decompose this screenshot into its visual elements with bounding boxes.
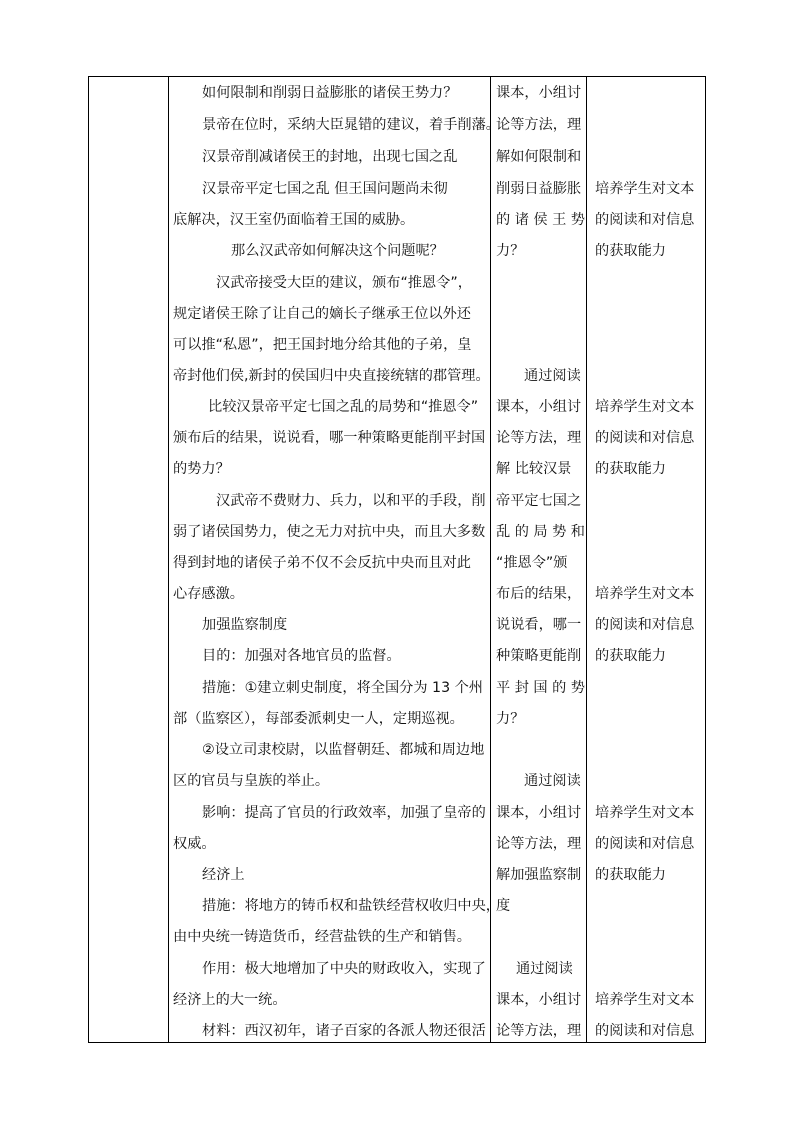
text-line: 的获取能力: [595, 867, 666, 883]
text-line: 课本，小组讨: [496, 399, 582, 415]
text-line: 景帝在位时，采纳大臣晁错的建议，着手削藩。: [202, 117, 500, 133]
text-line: 作用：极大地增加了中央的财政收入，实现了: [202, 961, 486, 977]
text-line: 权威。: [173, 836, 216, 852]
text-line: 颁布后的结果，说说看，哪一种策略更能削平封国: [173, 430, 486, 446]
text-line: 目的：加强对各地官员的监督。: [202, 648, 401, 664]
text-line: 力？: [496, 711, 525, 727]
text-line: 底解决，汉王室仍面临着王国的威胁。: [173, 212, 415, 228]
text-line: 削弱日益膨胀: [496, 181, 582, 197]
text-line: 说说看，哪一: [496, 617, 582, 633]
text-line: 的获取能力: [595, 648, 666, 664]
text-line: 如何限制和削弱日益膨胀的诸侯王势力？: [202, 85, 458, 101]
text-line: 培养学生对文本: [595, 181, 695, 197]
text-line: 心存感激。: [173, 586, 244, 602]
text-line: 培养学生对文本: [595, 399, 695, 415]
text-line: 区的官员与皇族的举止。: [173, 773, 330, 789]
column-divider: [168, 77, 169, 1042]
text-line: 汉武帝接受大臣的建议，颁布“推恩令”，: [216, 275, 472, 291]
text-line: 培养学生对文本: [595, 992, 695, 1008]
text-line: 课本，小组讨: [496, 992, 582, 1008]
text-line: 比较汉景帝平定七国之乱的局势和“推恩令”: [208, 399, 479, 415]
text-line: 度: [496, 898, 511, 914]
text-line: 通过阅读: [524, 368, 581, 384]
text-line: 解如何限制和: [496, 149, 582, 165]
text-line: 措施：①建立刺史制度，将全国分为 13 个州: [202, 680, 483, 696]
text-line: 论等方法，理: [496, 836, 582, 852]
text-line: 那么汉武帝如何解决这个问题呢？: [231, 243, 444, 259]
text-line: 的阅读和对信息: [595, 430, 695, 446]
text-line: 经济上: [202, 867, 245, 883]
text-line: 的阅读和对信息: [595, 836, 695, 852]
text-line: 的势力？: [173, 461, 230, 477]
text-line: 影响：提高了官员的行政效率，加强了皇帝的: [202, 805, 486, 821]
text-line: 材料：西汉初年，诸子百家的各派人物还很活: [202, 1023, 486, 1039]
column-divider: [586, 77, 587, 1042]
text-line: 课本，小组讨: [496, 805, 582, 821]
text-line: “推恩令”颁: [496, 555, 568, 571]
text-line: 规定诸侯王除了让自己的嫡长子继承王位以外还: [173, 306, 471, 322]
text-line: 经济上的大一统。: [173, 992, 287, 1008]
text-line: 培养学生对文本: [595, 586, 695, 602]
text-line: 的获取能力: [595, 461, 666, 477]
text-line: 的获取能力: [595, 243, 666, 259]
text-line: 的阅读和对信息: [595, 212, 695, 228]
text-line: 论等方法，理: [496, 117, 582, 133]
text-line: 汉景帝平定七国之乱 但王国问题尚未彻: [202, 181, 448, 197]
text-line: 可以推“私恩”，把王国封地分给其他的子弟，皇: [173, 337, 472, 353]
text-line: 部（监察区），每部委派刺史一人，定期巡视。: [173, 711, 464, 727]
text-line: 汉景帝削减诸侯王的封地，出现七国之乱: [202, 149, 458, 165]
text-line: 汉武帝不费财力、兵力，以和平的手段，削: [216, 493, 486, 509]
text-line: 帝封他们侯,新封的侯国归中央直接统辖的郡管理。: [173, 368, 490, 384]
text-line: ②设立司隶校尉，以监督朝廷、都城和周边地: [202, 742, 485, 758]
text-line: 的 诸 侯 王 势: [496, 212, 585, 228]
text-line: 措施：将地方的铸币权和盐铁经营权收归中央，: [202, 898, 500, 914]
text-line: 力？: [496, 243, 525, 259]
text-line: 布后的结果，: [496, 586, 582, 602]
text-line: 论等方法，理: [496, 1023, 582, 1039]
text-line: 解加强监察制: [496, 867, 582, 883]
text-line: 乱 的 局 势 和: [496, 524, 585, 540]
text-line: 弱了诸侯国势力，使之无力对抗中央，而且大多数: [173, 524, 486, 540]
text-line: 帝平定七国之: [496, 493, 582, 509]
text-line: 通过阅读: [516, 961, 573, 977]
text-line: 加强监察制度: [202, 617, 288, 633]
text-line: 通过阅读: [524, 773, 581, 789]
text-line: 解 比较汉景: [496, 461, 572, 477]
text-line: 由中央统一铸造货币，经营盐铁的生产和销售。: [173, 929, 471, 945]
text-line: 的阅读和对信息: [595, 1023, 695, 1039]
text-line: 论等方法，理: [496, 430, 582, 446]
text-line: 培养学生对文本: [595, 805, 695, 821]
text-line: 平 封 国 的 势: [496, 680, 585, 696]
text-line: 得到封地的诸侯子弟不仅不会反抗中央而且对此: [173, 555, 471, 571]
text-line: 的阅读和对信息: [595, 617, 695, 633]
text-line: 种策略更能削: [496, 648, 582, 664]
lesson-table: [88, 76, 706, 1043]
text-line: 课本，小组讨: [496, 85, 582, 101]
